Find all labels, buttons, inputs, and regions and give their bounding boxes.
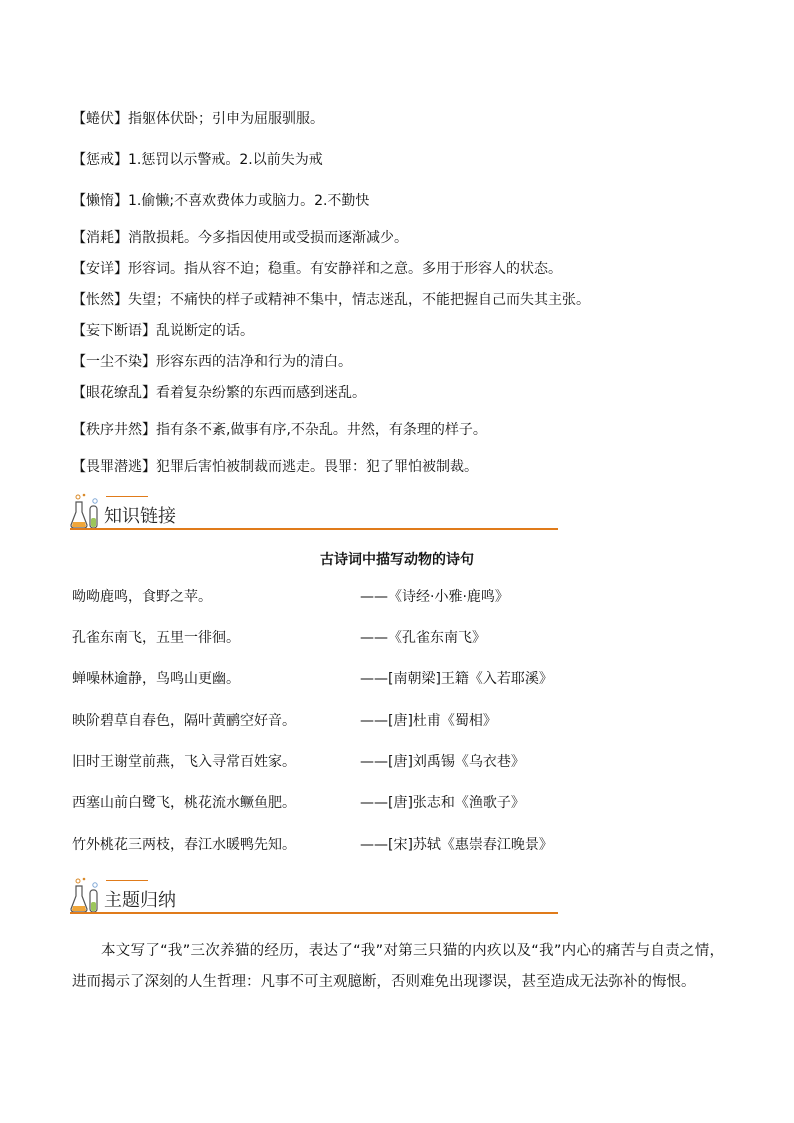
poem-line: 映阶碧草自春色，隔叶黄鹂空好音。 <box>72 713 296 729</box>
vocab-term: 【惩戒】 <box>72 152 128 168</box>
poems-heading: 古诗词中描写动物的诗句 <box>320 552 474 568</box>
poem-source: ——[南朝梁]王籍《入若耶溪》 <box>360 671 553 687</box>
poem-line: 西塞山前白鹭飞，桃花流水鳜鱼肥。 <box>72 795 296 811</box>
vocab-definition: 指有条不紊,做事有序,不杂乱。井然，有条理的样子。 <box>156 422 487 438</box>
vocab-item <box>72 320 254 340</box>
poem-source: ——《诗经·小雅·鹿鸣》 <box>360 589 509 605</box>
vocab-term: 【懒惰】 <box>72 193 128 209</box>
section-accent-line <box>106 880 148 881</box>
poem-line: 呦呦鹿鸣，食野之苹。 <box>72 589 212 605</box>
vocab-definition: 犯罪后害怕被制裁而逃走。畏罪：犯了罪怕被制裁。 <box>156 459 478 475</box>
vocab-term: 【怅然】 <box>72 292 128 308</box>
vocab-term: 【安详】 <box>72 261 128 277</box>
vocab-term: 【眼花缭乱】 <box>72 385 156 401</box>
vocab-definition: 消散损耗。今多指因使用或受损而逐渐减少。 <box>128 230 408 246</box>
vocab-item <box>72 456 478 476</box>
vocab-term: 【畏罪潜逃】 <box>72 459 156 475</box>
vocab-term: 【秩序井然】 <box>72 422 156 438</box>
vocab-item <box>72 227 408 247</box>
vocab-definition: 1.惩罚以示警戒。2.以前失为戒 <box>128 152 323 168</box>
poem-source: ——[唐]刘禹锡《乌衣巷》 <box>360 754 525 770</box>
vocab-term: 【妄下断语】 <box>72 323 156 339</box>
vocab-term: 【一尘不染】 <box>72 354 156 370</box>
vocab-definition: 乱说断定的话。 <box>156 323 254 339</box>
section-divider <box>70 912 558 914</box>
lab-flask-icon <box>70 876 104 914</box>
vocab-definition: 形容词。指从容不迫；稳重。有安静祥和之意。多用于形容人的状态。 <box>128 261 562 277</box>
vocab-item <box>72 190 369 210</box>
vocab-item <box>72 419 487 439</box>
vocab-item <box>72 258 562 278</box>
vocab-definition: 形容东西的洁净和行为的清白。 <box>156 354 352 370</box>
theme-summary: 本文写了“我”三次养猫的经历，表达了“我”对第三只猫的内疚以及“我”内心的痛苦与自责之情，进而揭示了深刻的人生哲理：凡事不可主观臆断，否则难免出现谬误，甚至造成无法弥补的悔恨。 <box>72 943 724 990</box>
vocab-definition: 看着复杂纷繁的东西而感到迷乱。 <box>156 385 366 401</box>
poem-line: 孔雀东南飞，五里一徘徊。 <box>72 630 240 646</box>
poem-line: 竹外桃花三两枝，春江水暖鸭先知。 <box>72 837 296 853</box>
poem-source: ——《孔雀东南飞》 <box>360 630 486 646</box>
poem-line: 蝉噪林逾静，鸟鸣山更幽。 <box>72 671 240 687</box>
section-title: 知识链接 <box>104 506 176 527</box>
poem-source: ——[唐]杜甫《蜀相》 <box>360 713 497 729</box>
poem-source: ——[宋]苏轼《惠崇春江晚景》 <box>360 837 553 853</box>
section-accent-line <box>106 496 148 497</box>
poem-source: ——[唐]张志和《渔歌子》 <box>360 795 525 811</box>
vocab-term: 【蜷伏】 <box>72 111 128 127</box>
vocab-definition: 指躯体伏卧；引申为屈服驯服。 <box>128 111 324 127</box>
vocab-term: 【消耗】 <box>72 230 128 246</box>
vocab-item <box>72 351 352 371</box>
section-title: 主题归纳 <box>104 890 176 911</box>
vocab-definition: 1.偷懒;不喜欢费体力或脑力。2.不勤快 <box>128 193 370 209</box>
vocab-item <box>72 382 366 402</box>
section-header-knowledge <box>70 490 558 530</box>
section-header-theme <box>70 874 558 914</box>
poem-line: 旧时王谢堂前燕，飞入寻常百姓家。 <box>72 754 296 770</box>
vocab-definition: 失望；不痛快的样子或精神不集中，情志迷乱，不能把握自己而失其主张。 <box>128 292 590 308</box>
lab-flask-icon <box>70 492 104 530</box>
section-divider <box>70 528 558 530</box>
vocab-item <box>72 289 590 309</box>
vocab-item <box>72 149 323 169</box>
vocab-item <box>72 108 324 128</box>
